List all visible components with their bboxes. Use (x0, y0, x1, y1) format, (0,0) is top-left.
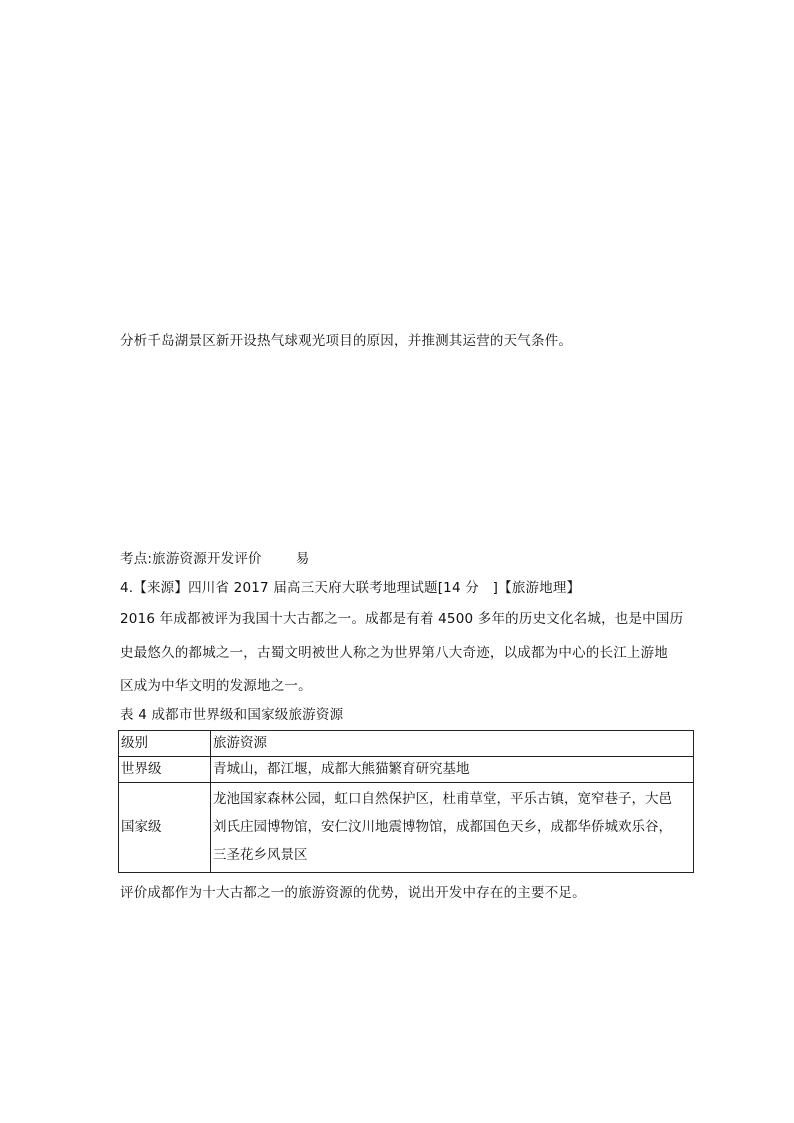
resources-cell: 青城山，都江堰，成都大熊猫繁育研究基地 (211, 757, 694, 783)
level-cell: 世界级 (119, 757, 211, 783)
table-row (119, 783, 694, 873)
paragraph-line: 史最悠久的都城之一，古蜀文明被世人称之为世界第八大奇迹，以成都为中心的长江上游地 (120, 645, 668, 661)
resources-line: 三圣花乡风景区 (213, 847, 308, 863)
resources-line: 刘氏庄园博物馆，安仁汶川地震博物馆，成都国色天乡，成都华侨城欢乐谷， (213, 819, 672, 835)
question-4-prompt: 评价成都作为十大古都之一的旅游资源的优势，说出开发中存在的主要不足。 (120, 885, 586, 901)
level-cell: 国家级 (119, 783, 211, 873)
table-caption: 表 4 成都市世界级和国家级旅游资源 (120, 707, 344, 723)
kaodian-line (120, 549, 309, 569)
table-header-row (119, 731, 694, 757)
resources-table (118, 730, 694, 873)
difficulty-label: 易 (295, 551, 310, 567)
table-row (119, 757, 694, 783)
header-cell-resources: 旅游资源 (211, 731, 694, 757)
kaodian-label: 考点:旅游资源开发评价 (120, 551, 262, 567)
header-cell-level: 级别 (119, 731, 211, 757)
question-prompt: 分析千岛湖景区新开设热气球观光项目的原因，并推测其运营的天气条件。 (120, 333, 573, 349)
paragraph-line: 2016 年成都被评为我国十大古都之一。成都是有着 4500 多年的历史文化名城，也是中国历 (120, 611, 684, 627)
resources-line: 龙池国家森林公园，虹口自然保护区，杜甫草堂，平乐古镇，宽窄巷子，大邑 (213, 791, 672, 807)
resources-cell (211, 783, 694, 873)
paragraph-line: 区成为中华文明的发源地之一。 (120, 678, 312, 694)
question-4-header: 4.【来源】四川省 2017 届高三天府大联考地理试题[14 分 ]【旅游地理】 (120, 580, 581, 596)
